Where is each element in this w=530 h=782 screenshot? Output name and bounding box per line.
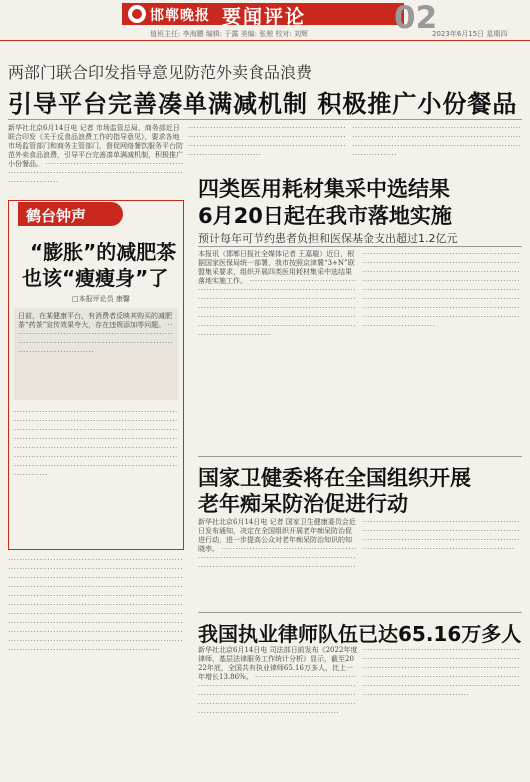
story1-rule: [8, 119, 522, 120]
story4-column-1: [198, 646, 358, 776]
story4-headline: 我国执业律师队伍已达65.16万多人: [198, 622, 522, 646]
commentary-continued: ··································································································································································································································································································································································································································································································································································································································································································: [8, 556, 184, 654]
story2-column-2: ··························································································································································································································································································································································································································································································: [362, 250, 521, 330]
staff-line: 值班主任: 李海鹏 编辑: 于露 美编: 张驰 校对: 刘辉: [150, 30, 309, 38]
page-number: 02: [394, 0, 438, 36]
body-text-filler: ································································································································································: [198, 545, 357, 571]
story2-rule: [198, 246, 522, 247]
body-text-filler: ······························································································································································································································································: [198, 673, 357, 717]
commentary-body: ··································································································································································································································································································································································································································: [14, 408, 178, 479]
story2-headline-line-1: 四类医用耗材集采中选结果: [198, 177, 450, 201]
story3-headline-line-1: 国家卫健委将在全国组织开展: [198, 466, 471, 490]
story2-column-1: [198, 250, 358, 450]
paper-logo-icon: [128, 5, 146, 23]
masthead: [0, 0, 530, 42]
story1-column-2: ··································································································································································································: [188, 124, 347, 159]
story4-top-rule: [198, 612, 522, 613]
story1-headline: 引导平台完善凑单满减机制 积极推广小份餐品: [8, 90, 518, 118]
story3-column-1: [198, 518, 358, 610]
body-text-filler: ···········································································································································: [18, 321, 174, 356]
commentary-title-line-2: 也该“瘦瘦身”了: [22, 266, 169, 290]
masthead-rule: [0, 40, 530, 41]
commentary-banner-label: 鹤台钟声: [26, 207, 87, 225]
section-title: 要闻评论: [222, 6, 307, 28]
commentary-intro: [18, 312, 174, 396]
body-text-filler: ························································································································································································································································································································································: [198, 277, 357, 339]
story2-lead: 本报讯（邯郸日报社全媒体记者 王嘉璇）近日，根据国家医保局统一部署，我市按照京津冀“3+N”联盟集采要求，组织开展四类医用耗材集采中选结果落地实施工作。: [198, 250, 355, 285]
story4-column-2: ······························································································································································································································································································································: [362, 646, 521, 699]
commentary-intro-text: 日前，在某健康平台，有消费者反映其购买的减肥茶“药茶”宣传效果夸大，存在违规添加等问题。: [18, 312, 172, 329]
story1-kicker: 两部门联合印发指导意见防范外卖食品浪费: [8, 63, 313, 82]
story3-column-2: ······························································································································································································································: [362, 518, 521, 553]
body-text-filler: ·································································································································: [8, 160, 184, 186]
story4-lead: 新华社北京6月14日电 司法部日前发布《2022年度律师、基层法律服务工作统计分析》显示，截至2022年底，全国共有执业律师65.16万多人，比上一年增长13.86%。: [198, 646, 358, 681]
story2-subhead: 预计每年可节约患者负担和医保基金支出超过1.2亿元: [198, 232, 458, 245]
story2-headline-line-2: 6月20日起在我市落地实施: [198, 204, 452, 228]
story1-lead: 新华社北京6月14日电 记者 市场监管总局、商务部近日联合印发《关于反食品浪费工作的指导意见》，要求各地市场监管部门和商务主管部门，督促网络餐饮服务平台防范外卖食品浪费，引导平台完善凑单满减机制，积极推广小份餐品。: [8, 124, 183, 168]
story3-headline-line-2: 老年痴呆防治促进行动: [198, 492, 408, 516]
paper-name: 邯郸晚报: [150, 8, 210, 24]
story1-column-1: [8, 124, 184, 196]
commentary-byline: □本报评论员 康馨: [72, 295, 130, 303]
date-line: 2023年6月15日 星期四: [432, 30, 508, 38]
story3-lead: 新华社北京6月14日电 记者 国家卫生健康委员会近日发布通知，决定在全国组织开展老年痴呆防治促进行动，进一步提高公众对老年痴呆防治知识的知晓率。: [198, 518, 356, 553]
story3-top-rule: [198, 456, 522, 457]
story1-column-3: ····································································································································································································: [352, 124, 522, 159]
commentary-title-line-1: “膨胀”的减肥茶: [30, 240, 177, 264]
